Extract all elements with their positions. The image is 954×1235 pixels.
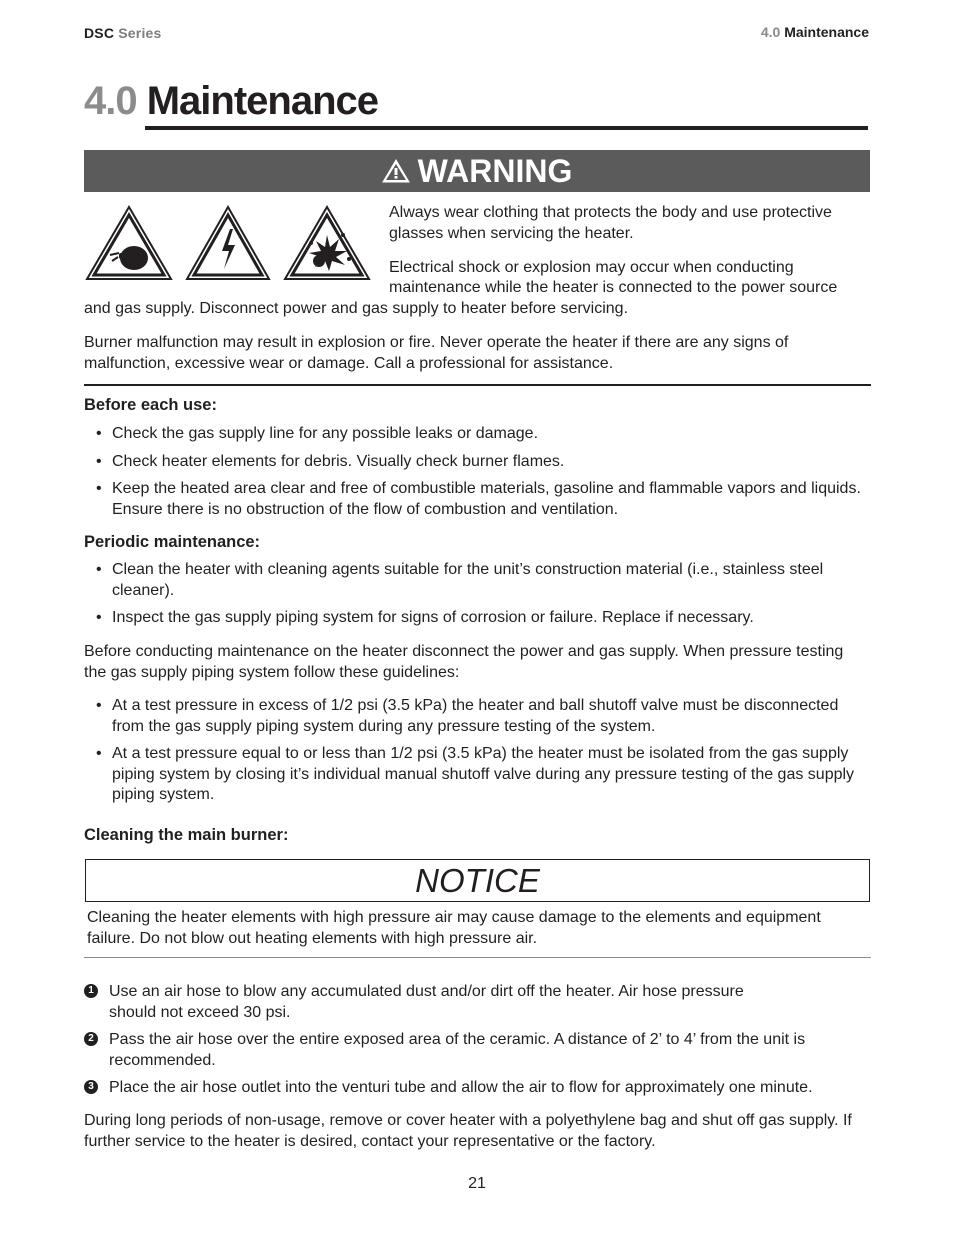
title-number: 4.0 (84, 79, 137, 123)
warning-clothing-text: Always wear clothing that protects the body and use protective glasses when servicing the heater. (389, 204, 832, 242)
header-section-title: Maintenance (784, 24, 869, 40)
step-item (84, 1030, 864, 1071)
step-number: 3 (84, 1080, 98, 1094)
list-item: • Keep the heated area clear and free of combustible materials, gasoline and flammable vapors and liquids. Ensure there is no obstruction of the flow of combustion and ventilation. (84, 479, 864, 520)
list-item: • At a test pressure in excess of 1/2 psi (3.5 kPa) the heater and ball shutoff valve must be disconnected from the gas supply piping system during any pressure testing of the system. (84, 696, 864, 737)
before-use-heading: Before each use: (84, 396, 217, 414)
warning-banner (84, 150, 870, 192)
title-rule (145, 126, 868, 130)
warning-triangle-icon (382, 159, 410, 183)
step-text: Place the air hose outlet into the venturi tube and allow the air to flow for approximately one minute. (109, 1079, 813, 1096)
running-header-left (84, 25, 162, 41)
list-item: • At a test pressure equal to or less than 1/2 psi (3.5 kPa) the heater must be isolated from the gas supply piping system by closing it’s individual manual shutoff valve during any pressure testing of the gas supply piping system. (84, 744, 864, 806)
step-item (84, 982, 864, 1023)
pressure-intro: Before conducting maintenance on the heater disconnect the power and gas supply. When pressure testing the gas supply piping system follow these guidelines: (84, 643, 844, 681)
notice-box (85, 859, 870, 902)
closing-text: During long periods of non-usage, remove or cover heater with a polyethylene bag and shut off gas supply. If further service to the heater is desired, contact your representative or the factory. (84, 1112, 852, 1150)
periodic-list (84, 560, 864, 636)
pressure-list (84, 696, 864, 813)
header-brand: DSC (84, 25, 115, 41)
list-item: • Inspect the gas supply piping system for signs of corrosion or failure. Replace if necessary. (84, 608, 864, 629)
warning-label: WARNING (417, 152, 573, 189)
periodic-heading: Periodic maintenance: (84, 533, 261, 551)
list-item: • Clean the heater with cleaning agents suitable for the unit’s construction material (i.e., stainless steel cleaner). (84, 560, 864, 601)
warning-shock-line-2: maintenance while the heater is connected to the power source (389, 279, 838, 296)
warning-shock-line-3: and gas supply. Disconnect power and gas supply to heater before servicing. (84, 300, 629, 317)
header-section-number: 4.0 (760, 24, 781, 40)
list-item: • Check heater elements for debris. Visually check burner flames. (84, 452, 864, 473)
cleaning-heading: Cleaning the main burner: (84, 826, 289, 844)
eye-protection-icon (85, 205, 173, 281)
title-text: Maintenance (146, 79, 379, 123)
notice-text: Cleaning the heater elements with high pressure air may cause damage to the elements and equipment failure. Do not blow out heating elements with high pressure air. (87, 909, 821, 947)
step-number: 1 (84, 984, 98, 998)
running-header-right (761, 24, 869, 40)
page-number: 21 (468, 1175, 486, 1192)
section-divider (84, 384, 871, 386)
warning-shock-line-1: Electrical shock or explosion may occur when conducting (389, 259, 794, 276)
notice-divider (84, 957, 871, 958)
step-item (84, 1078, 864, 1099)
electric-shock-icon (185, 205, 271, 281)
page-title (84, 78, 378, 124)
before-use-list (84, 424, 864, 527)
warning-malfunction-text: Burner malfunction may result in explosion or fire. Never operate the heater if there are any signs of malfunction, excessive wear or damage. Call a professional for assistance. (84, 334, 789, 372)
step-number: 2 (84, 1032, 98, 1046)
step-text: Use an air hose to blow any accumulated dust and/or dirt off the heater. Air hose pressure should not exceed 30 psi. (109, 983, 744, 1021)
header-series: Series (118, 25, 162, 41)
notice-label: NOTICE (415, 861, 540, 899)
step-text: Pass the air hose over the entire exposed area of the ceramic. A distance of 2’ to 4’ from the unit is recommended. (109, 1031, 806, 1069)
cleaning-steps (84, 982, 864, 1106)
list-item: • Check the gas supply line for any possible leaks or damage. (84, 424, 864, 445)
explosion-icon (283, 205, 371, 281)
